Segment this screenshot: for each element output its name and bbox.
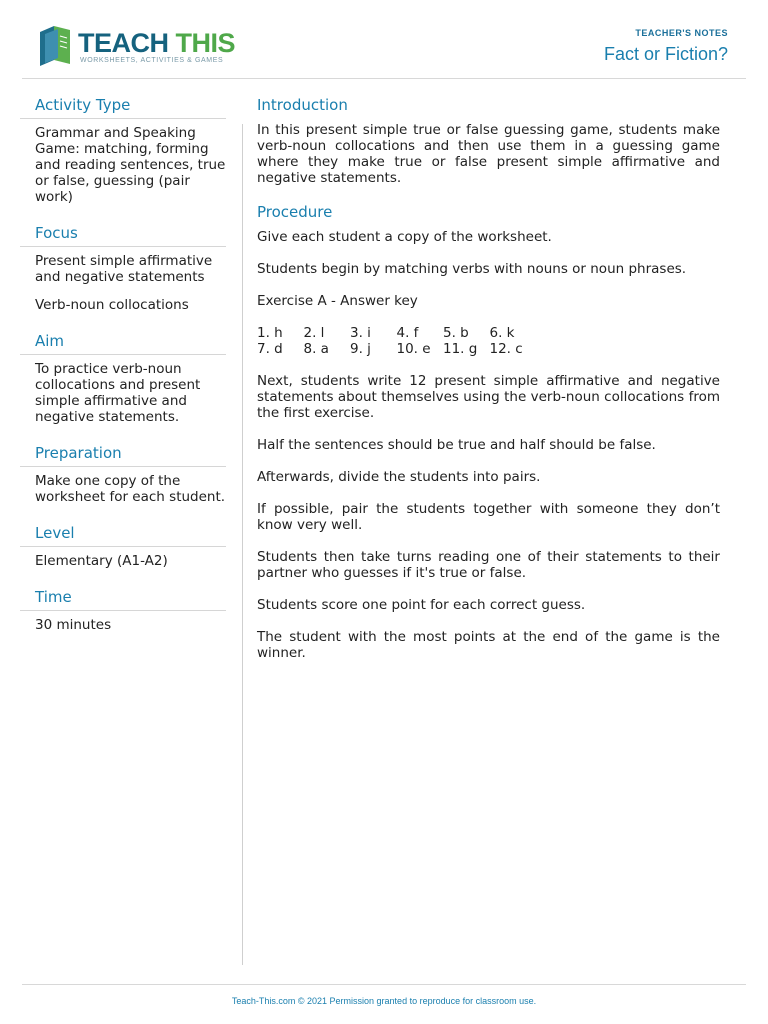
logo-word-this: THIS xyxy=(175,28,236,58)
answer-row xyxy=(257,341,720,357)
time-text: 30 minutes xyxy=(35,617,112,633)
level-section xyxy=(20,523,226,569)
column-divider xyxy=(242,124,243,965)
preparation-heading: Preparation xyxy=(20,443,226,467)
logo-word-teach: TEACH xyxy=(78,28,169,58)
answer-item: 1. h xyxy=(257,325,283,341)
focus-section xyxy=(20,223,226,313)
aim-heading: Aim xyxy=(20,331,226,355)
book-logo-icon xyxy=(36,24,76,68)
introduction-heading: Introduction xyxy=(257,96,348,114)
introduction-text: In this present simple true or false guessing game, students make verb-noun collocations and then use them in a guessing game where they make true or false present simple affirmative and negative statements. xyxy=(257,122,720,186)
preparation-section xyxy=(20,443,226,505)
footer-divider xyxy=(22,984,746,985)
level-heading: Level xyxy=(20,523,226,547)
teach-this-logo[interactable] xyxy=(36,24,236,70)
procedure-step: Students then take turns reading one of their statements to their partner who guesses if it's true or false. xyxy=(257,549,720,581)
procedure-step: If possible, pair the students together with someone they don’t know very well. xyxy=(257,501,720,533)
focus-heading: Focus xyxy=(20,223,226,247)
time-heading: Time xyxy=(20,587,226,611)
answer-row xyxy=(257,325,720,341)
preparation-text: Make one copy of the worksheet for each student. xyxy=(35,473,226,505)
answer-item: 7. d xyxy=(257,341,283,357)
focus-item: Verb-noun collocations xyxy=(35,297,189,313)
answer-item: 5. b xyxy=(443,325,469,341)
logo-wordmark xyxy=(78,28,235,58)
logo-tagline: WORKSHEETS, ACTIVITIES & GAMES xyxy=(80,57,224,64)
answer-item: 6. k xyxy=(489,325,515,341)
procedure-step: Afterwards, divide the students into pairs. xyxy=(257,469,541,485)
focus-item: Present simple affirmative and negative statements xyxy=(35,253,213,285)
answer-item: 3. i xyxy=(350,325,371,341)
header-divider xyxy=(22,78,746,79)
level-text: Elementary (A1-A2) xyxy=(35,553,168,569)
teachers-notes-label: TEACHER'S NOTES xyxy=(635,28,728,38)
answer-item: 2. l xyxy=(303,325,325,341)
activity-type-text: Grammar and Speaking Game: matching, forming and reading sentences, true or false, guessing (pair work) xyxy=(35,125,226,205)
procedure-step: Students begin by matching verbs with nouns or noun phrases. xyxy=(257,261,687,277)
procedure-step: Next, students write 12 present simple affirmative and negative statements about themselves using the verb-noun collocations from the first exercise. xyxy=(257,373,720,421)
procedure-step: The student with the most points at the end of the game is the winner. xyxy=(257,629,720,661)
page-header xyxy=(0,0,768,80)
answer-item: 4. f xyxy=(396,325,419,341)
aim-section xyxy=(20,331,226,425)
procedure-heading: Procedure xyxy=(257,203,333,221)
answer-item: 8. a xyxy=(303,341,329,357)
answer-key xyxy=(257,325,720,357)
answer-item: 10. e xyxy=(396,341,431,357)
activity-type-heading: Activity Type xyxy=(20,95,226,119)
answer-item: 9. j xyxy=(350,341,371,357)
activity-type-section xyxy=(20,95,226,205)
procedure-step: Students score one point for each correct guess. xyxy=(257,597,586,613)
answer-key-label: Exercise A - Answer key xyxy=(257,293,418,309)
procedure-step: Give each student a copy of the worksheet. xyxy=(257,229,552,245)
page-title: Fact or Fiction? xyxy=(603,44,728,64)
procedure-step: Half the sentences should be true and half should be false. xyxy=(257,437,656,453)
answer-item: 12. c xyxy=(489,341,523,357)
time-section xyxy=(20,587,226,633)
aim-text: To practice verb-noun collocations and present simple affirmative and negative statements. xyxy=(35,361,201,425)
main-content xyxy=(257,95,720,677)
sidebar xyxy=(20,95,226,651)
footer-copyright: Teach-This.com © 2021 Permission granted to reproduce for classroom use. xyxy=(231,996,537,1006)
answer-item: 11. g xyxy=(443,341,478,357)
